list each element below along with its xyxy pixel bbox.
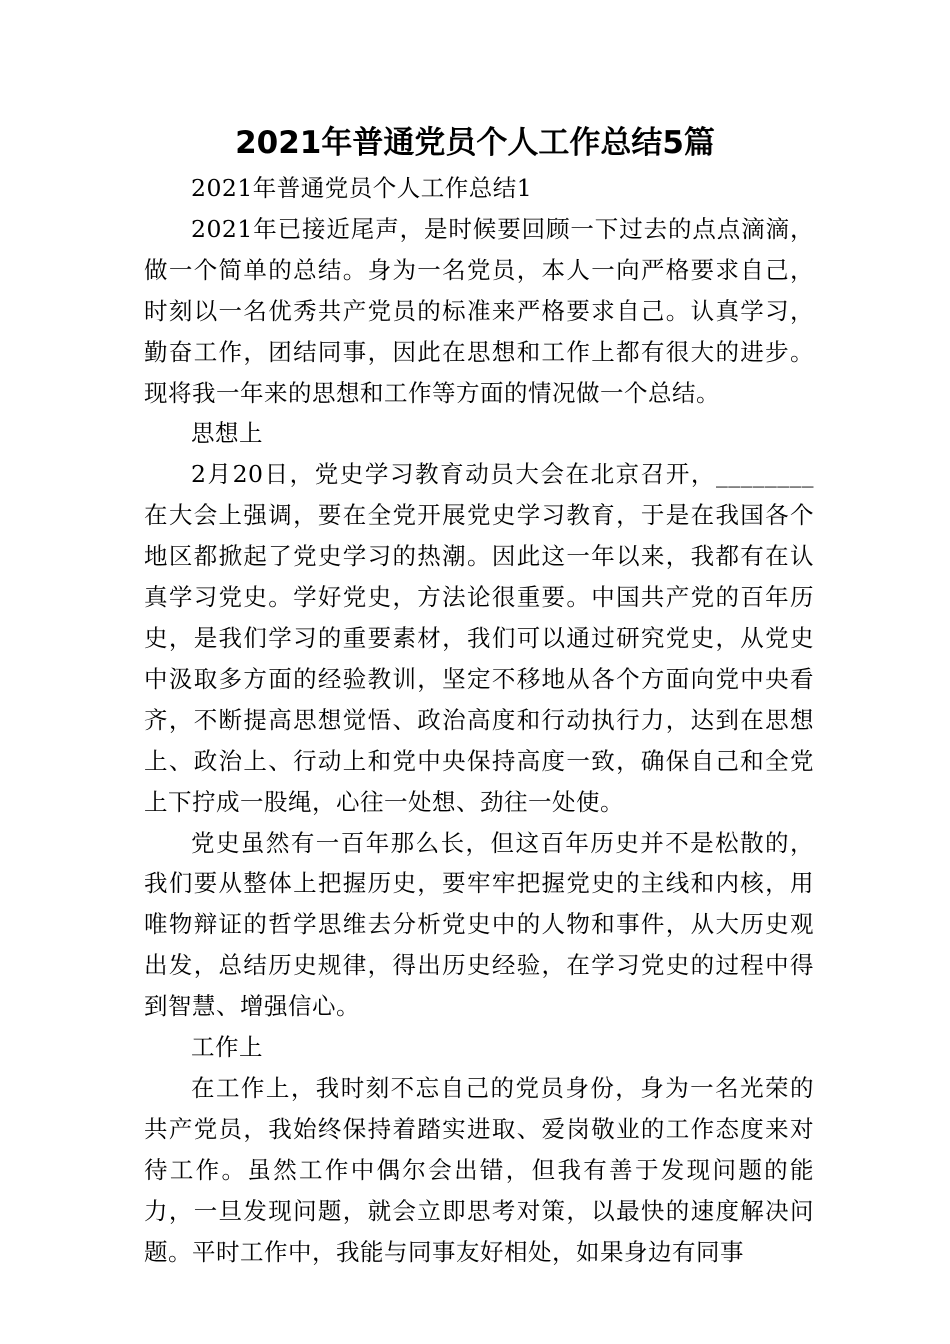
thought-paragraph-1: 2月20日，党史学习教育动员大会在北京召开，________在大会上强调，要在全党开展党史学习教育，于是在我国各个地区都掀起了党史学习的热潮。因此这一年以来，我都有在认真学习党史。学好党史，方法论很重要。中国共产党的百年历史，是我们学习的重要素材，我们可以通过研究党史，从党史中汲取多方面的经验教训，坚定不移地从各个方面向党中央看齐，不断提高思想觉悟、政治高度和行动执行力，达到在思想上、政治上、行动上和党中央保持高度一致，确保自己和全党上下拧成一股绳，心往一处想、劲往一处使。 [144,460,814,816]
subheading-work: 工作上 [191,1033,263,1062]
document-body [144,168,814,1272]
subheading-thought: 思想上 [191,419,263,448]
section-heading-1: 2021年普通党员个人工作总结1 [191,174,533,202]
intro-paragraph: 2021年已接近尾声，是时候要回顾一下过去的点点滴滴，做一个简单的总结。身为一名党员，本人一向严格要求自己，时刻以一名优秀共产党员的标准来严格要求自己。认真学习，勤奋工作，团结同事，因此在思想和工作上都有很大的进步。现将我一年来的思想和工作等方面的情况做一个总结。 [144,214,814,407]
work-paragraph-1: 在工作上，我时刻不忘自己的党员身份，身为一名光荣的共产党员，我始终保持着踏实进取、爱岗敬业的工作态度来对待工作。虽然工作中偶尔会出错，但我有善于发现问题的能力，一旦发现问题，就会立即思考对策，以最快的速度解决问题。平时工作中，我能与同事友好相处，如果身边有同事 [144,1073,814,1266]
thought-paragraph-2: 党史虽然有一百年那么长，但这百年历史并不是松散的，我们要从整体上把握历史，要牢牢把握党史的主线和内核，用唯物辩证的哲学思维去分析党史中的人物和事件，从大历史观出发，总结历史规律，得出历史经验，在学习党史的过程中得到智慧、增强信心。 [144,828,814,1021]
document-title: 2021年普通党员个人工作总结5篇 [235,125,715,161]
